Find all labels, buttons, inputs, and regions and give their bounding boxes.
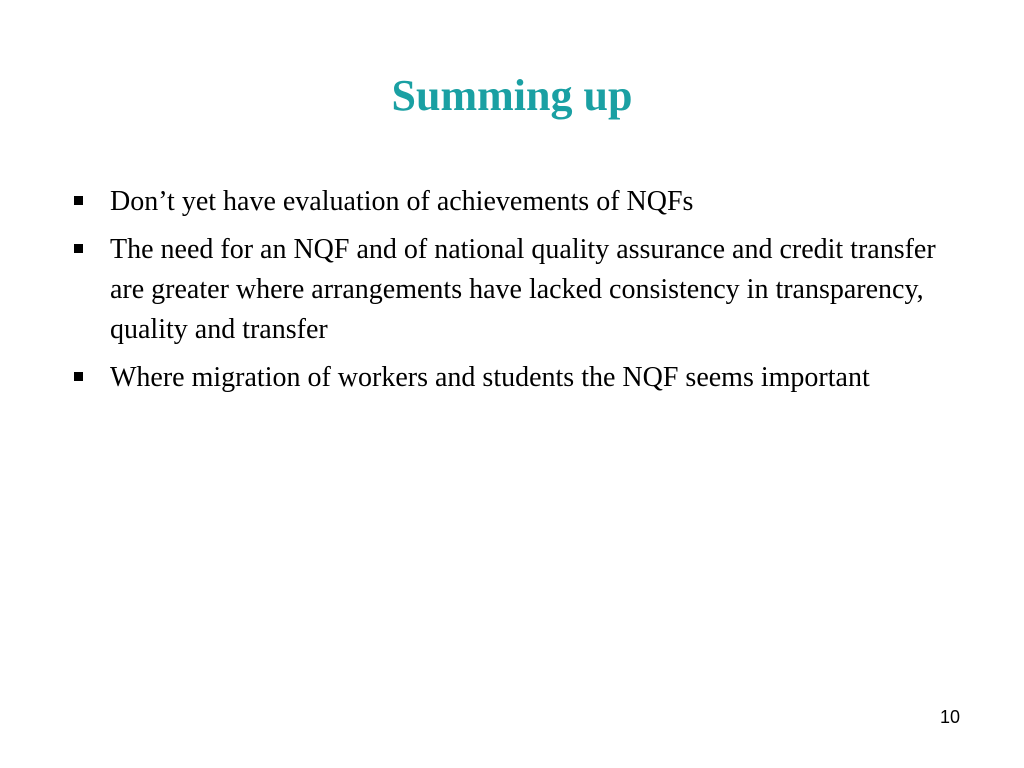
bullet-text: Don’t yet have evaluation of achievements of NQFs <box>110 186 694 217</box>
page-number: 10 <box>939 707 960 727</box>
bullet-item <box>70 358 950 398</box>
bullet-item <box>70 182 950 222</box>
bullet-text: Where migration of workers and students the NQF seems important <box>110 362 870 393</box>
square-bullet-icon <box>74 372 83 381</box>
bullet-item <box>70 230 950 350</box>
square-bullet-icon <box>74 244 83 253</box>
slide-title: Summing up <box>391 71 633 120</box>
bullet-text: The need for an NQF and of national quality assurance and credit transfer are greater where arrangements have lacked consistency in transparency, quality and transfer <box>110 234 936 345</box>
bullet-list <box>70 182 950 406</box>
square-bullet-icon <box>74 196 83 205</box>
